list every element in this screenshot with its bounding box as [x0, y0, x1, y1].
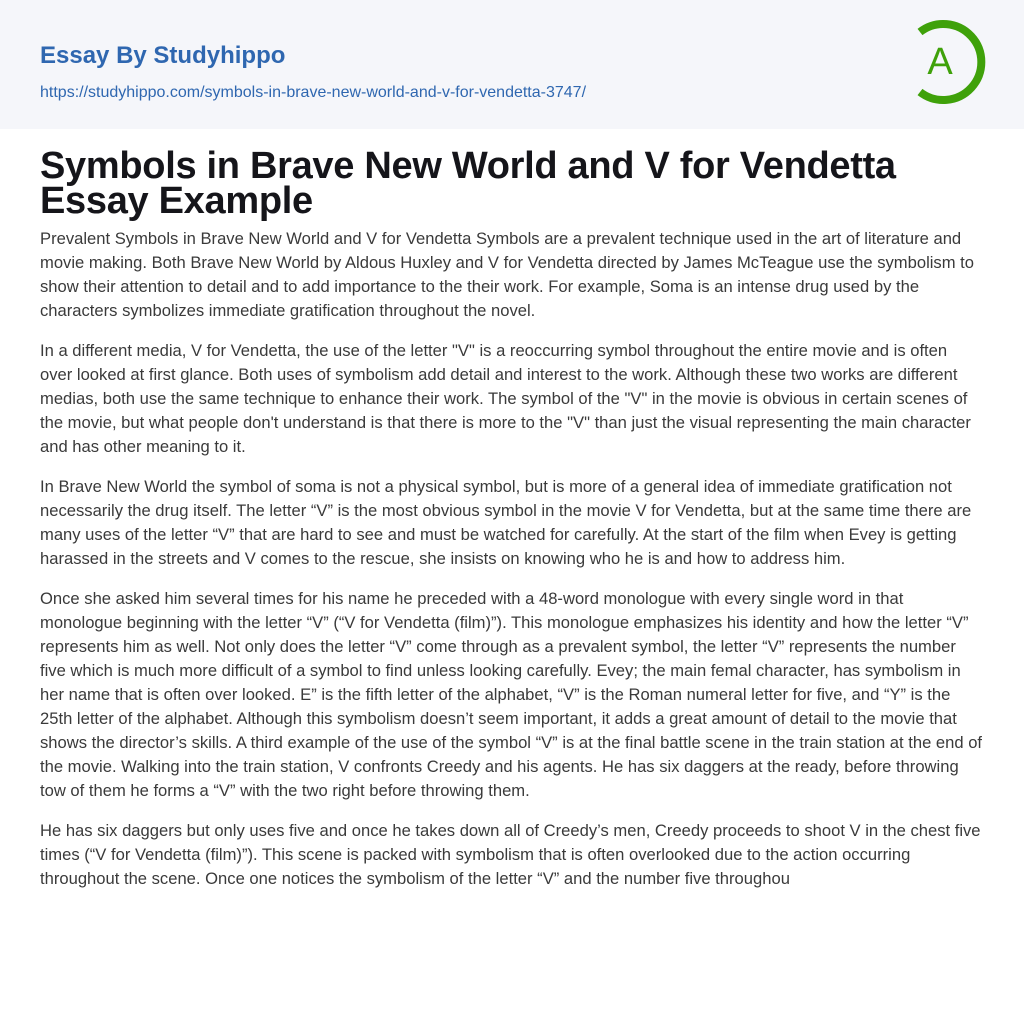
site-header — [0, 0, 1024, 129]
studyhippo-logo-icon[interactable] — [912, 18, 988, 106]
paragraph: He has six daggers but only uses five and once he takes down all of Creedy’s men, Creedy proceeds to shoot V in the chest five times (“V for Vendetta (film)”). This scene is packed with symbolism that is often overlooked due to the action occurring throughout the scene. Once one notices the symbolism of the letter “V” and the number five throughou — [40, 821, 981, 888]
page-title: Symbols in Brave New World and V for Vendetta Essay Example — [40, 145, 896, 222]
paragraph: In Brave New World the symbol of soma is not a physical symbol, but is more of a general idea of immediate gratification not necessarily the drug itself. The letter “V” is the most obvious symbol in the movie V for Vendetta, but at the same time there are many uses of the letter “V” that are hard to see and must be watched for carefully. At the start of the film when Evey is getting harassed in the streets and V comes to the rescue, she insists on knowing who he is and how to address him. — [40, 477, 972, 568]
article — [0, 129, 1024, 891]
paragraph: Prevalent Symbols in Brave New World and V for Vendetta Symbols are a prevalent technique used in the art of literature and movie making. Both Brave New World by Aldous Huxley and V for Vendetta directed by James McTeague use the symbolism to show their attention to detail and to add importance to the their work. For example, Soma is an intense drug used by the characters symbolizes immediate gratification throughout the novel. — [40, 229, 975, 320]
essay-url-link[interactable]: https://studyhippo.com/symbols-in-brave-new-world-and-v-for-vendetta-3747/ — [40, 84, 587, 101]
svg-text:A: A — [927, 41, 953, 83]
paragraph: Once she asked him several times for his name he preceded with a 48-word monologue with every single word in that monologue beginning with the letter “V” (“V for Vendetta (film)”). This monologue emphasizes his identity and how the letter “V” represents him as well. Not only does the letter “V” come through as a prevalent symbol, the letter “V” represents the number five which is much more difficult of a symbol to find unless looking carefully. Evey; the main femal character, has symbolism in her name that is often over looked. E” is the fifth letter of the alphabet, “V” is the Roman numeral letter for five, and “Y” is the 25th letter of the alphabet. Although this symbolism doesn’t seem important, it adds a great amount of detail to the movie that shows the director’s skills. A third example of the use of the symbol “V” is at the final battle scene in the train station at the end of the movie. Walking into the train station, V confronts Creedy and his agents. He has six daggers at the ready, before throwing tow of them he forms a “V” with the two right before throwing them. — [40, 589, 983, 800]
paragraph: In a different media, V for Vendetta, the use of the letter "V" is a reoccurring symbol throughout the entire movie and is often over looked at first glance. Both uses of symbolism add detail and interest to the work. Although these two works are different medias, both use the same technique to enhance their work. The symbol of the "V" in the movie is obvious in certain scenes of the movie, but what people don't understand is that there is more to the "V" than just the visual representing the main character and has other meaning to it. — [40, 341, 971, 456]
brand-title: Essay By Studyhippo — [40, 42, 286, 69]
